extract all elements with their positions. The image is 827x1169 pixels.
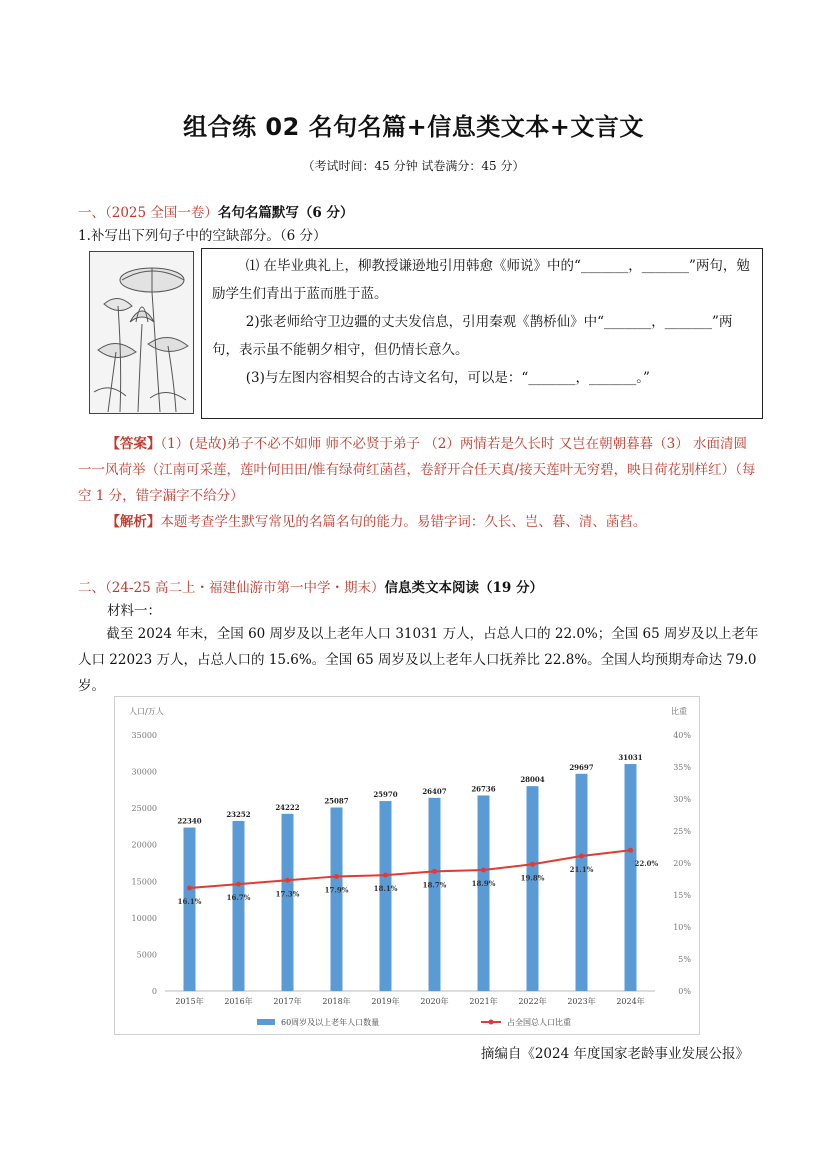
answer-text: （1）(是故)弟子不必不如师 师不必贤于弟子 （2）两情若是久长时 又岂在朝朝暮暮（3） 水面清圆 一一风荷举（江南可采莲，莲叶何田田/惟有绿荷红菡萏，卷舒开合任天真/接天莲叶无穷碧，映日荷花别样红）（每空 1 分，错字漏字不给分） <box>78 436 756 504</box>
y-tick-label: 20000 <box>131 840 157 850</box>
line-point <box>530 862 535 867</box>
bar-value-label: 25087 <box>324 796 349 806</box>
y-tick-label: 10000 <box>131 913 157 923</box>
legend-line-marker <box>489 1020 494 1025</box>
x-tick-label: 2020年 <box>420 997 449 1006</box>
question-1-stem: 1.补写出下列句子中的空缺部分。（6 分） <box>78 228 327 244</box>
bar <box>380 801 392 991</box>
section-1-heading <box>78 201 354 221</box>
line-point <box>579 853 584 858</box>
bar <box>184 828 196 991</box>
section-1-number: 一、 <box>78 205 105 221</box>
line-value-label: 18.1% <box>373 884 398 894</box>
y2-tick-label: 40% <box>673 731 691 740</box>
x-tick-label: 2024年 <box>616 997 645 1006</box>
x-tick-label: 2023年 <box>567 997 596 1006</box>
y-tick-label: 0 <box>151 987 157 996</box>
analysis-text: 本题考查学生默写常见的名篇名句的能力。易错字词：久长、岂、暮、清、菡萏。 <box>160 514 647 530</box>
y2-tick-label: 5% <box>678 955 691 964</box>
legend-bar-swatch <box>257 1019 275 1025</box>
chart-svg <box>115 697 699 1034</box>
source-note: 摘编自《2024 年度国家老龄事业发展公报》 <box>480 1046 749 1062</box>
y2-tick-label: 10% <box>673 923 691 932</box>
x-tick-label: 2015年 <box>175 997 204 1006</box>
bar <box>625 764 637 991</box>
answer-block <box>78 431 760 535</box>
bar <box>233 821 245 991</box>
y-tick-label: 30000 <box>131 767 157 777</box>
line-value-label: 17.9% <box>324 885 349 895</box>
bar <box>282 814 294 991</box>
x-tick-label: 2017年 <box>273 997 302 1006</box>
bar-value-label: 31031 <box>618 753 643 763</box>
page-title: 组合练 02 名句名篇+信息类文本+文言文 <box>183 113 644 141</box>
bar-value-label: 23252 <box>226 809 251 819</box>
bar <box>576 774 588 991</box>
question-1-item-2: 2)张老师给守卫边疆的丈夫发信息，引用秦观《鹊桥仙》中“_______，_______”两句，表示虽不能朝夕相守，但仍情长意久。 <box>212 314 733 358</box>
y2-tick-label: 25% <box>673 827 691 836</box>
question-1-box <box>201 248 763 419</box>
bar <box>331 808 343 991</box>
bar-value-label: 26407 <box>422 786 447 796</box>
y2-axis-title: 比重 <box>671 707 687 716</box>
analysis-tag: 【解析】 <box>106 514 161 530</box>
line-point <box>285 878 290 883</box>
ratio-line <box>190 850 631 888</box>
material-text: 截至 2024 年末，全国 60 周岁及以上老年人口 31031 万人，占总人口的 22.0%；全国 65 周岁及以上老年人口 22023 万人，占总人口的 15.6%。全国 65 周岁及以上老年人口抚养比 22.8%。全国人均预期寿命达 79.0 岁。 <box>78 626 759 694</box>
lotus-illustration <box>89 251 194 414</box>
line-value-label: 19.8% <box>520 873 545 883</box>
section-1-source: （2025 全国一卷） <box>105 205 218 221</box>
line-point <box>628 848 633 853</box>
y-tick-label: 35000 <box>131 731 157 740</box>
line-value-label: 16.7% <box>226 893 251 903</box>
answer-tag: 【答案】 <box>106 436 161 452</box>
y-tick-label: 15000 <box>131 877 157 887</box>
section-2-heading <box>78 576 543 596</box>
material-paragraph <box>78 621 760 699</box>
x-tick-label: 2019年 <box>371 997 400 1006</box>
y-axis-title: 人口/万人 <box>129 707 164 716</box>
y2-tick-label: 15% <box>673 891 691 900</box>
x-tick-label: 2016年 <box>224 997 253 1006</box>
section-2-number: 二、 <box>78 580 105 596</box>
bar <box>527 786 539 991</box>
line-point <box>432 869 437 874</box>
line-value-label: 18.7% <box>422 880 447 890</box>
y-tick-label: 5000 <box>136 950 157 960</box>
y2-tick-label: 0% <box>678 987 691 996</box>
line-point <box>383 873 388 878</box>
y-tick-label: 25000 <box>131 804 157 814</box>
bar-value-label: 29697 <box>569 762 594 772</box>
line-value-label: 18.9% <box>471 879 496 889</box>
line-value-label: 22.0% <box>634 859 659 869</box>
section-1-name: 名句名篇默写（6 分） <box>217 205 354 221</box>
line-point <box>481 868 486 873</box>
question-1-item-1: ⑴ 在毕业典礼上，柳教授谦逊地引用韩愈《师说》中的“_______，_______”两句，勉励学生们青出于蓝而胜于蓝。 <box>212 258 750 302</box>
line-point <box>334 874 339 879</box>
section-2-source: （24-25 高二上・福建仙游市第一中学・期末） <box>105 580 385 596</box>
y2-tick-label: 20% <box>673 859 691 868</box>
question-1-item-3: (3)与左图内容相契合的古诗文名句，可以是：“_______，_______。” <box>245 370 650 386</box>
material-label: 材料一： <box>107 603 161 619</box>
line-point <box>236 882 241 887</box>
bar <box>429 798 441 991</box>
line-value-label: 21.1% <box>569 864 594 874</box>
exam-info: （考试时间：45 分钟 试卷满分：45 分） <box>302 159 525 173</box>
line-point <box>187 885 192 890</box>
bar-value-label: 22340 <box>177 816 202 826</box>
section-2-name: 信息类文本阅读（19 分） <box>384 580 543 596</box>
bar <box>478 795 490 991</box>
legend-bar-label: 60周岁及以上老年人口数量 <box>281 1018 380 1027</box>
population-chart <box>114 696 700 1035</box>
line-value-label: 17.3% <box>275 889 300 899</box>
y2-tick-label: 35% <box>673 763 691 772</box>
bar-value-label: 24222 <box>275 802 300 812</box>
bar-value-label: 28004 <box>520 775 545 785</box>
x-tick-label: 2021年 <box>469 997 498 1006</box>
x-tick-label: 2018年 <box>322 997 351 1006</box>
bar-value-label: 26736 <box>471 784 496 794</box>
bar-value-label: 25970 <box>373 790 398 800</box>
line-value-label: 16.1% <box>177 896 202 906</box>
y2-tick-label: 30% <box>673 795 691 804</box>
x-tick-label: 2022年 <box>518 997 547 1006</box>
legend-line-label: 占全国总人口比重 <box>507 1018 571 1027</box>
